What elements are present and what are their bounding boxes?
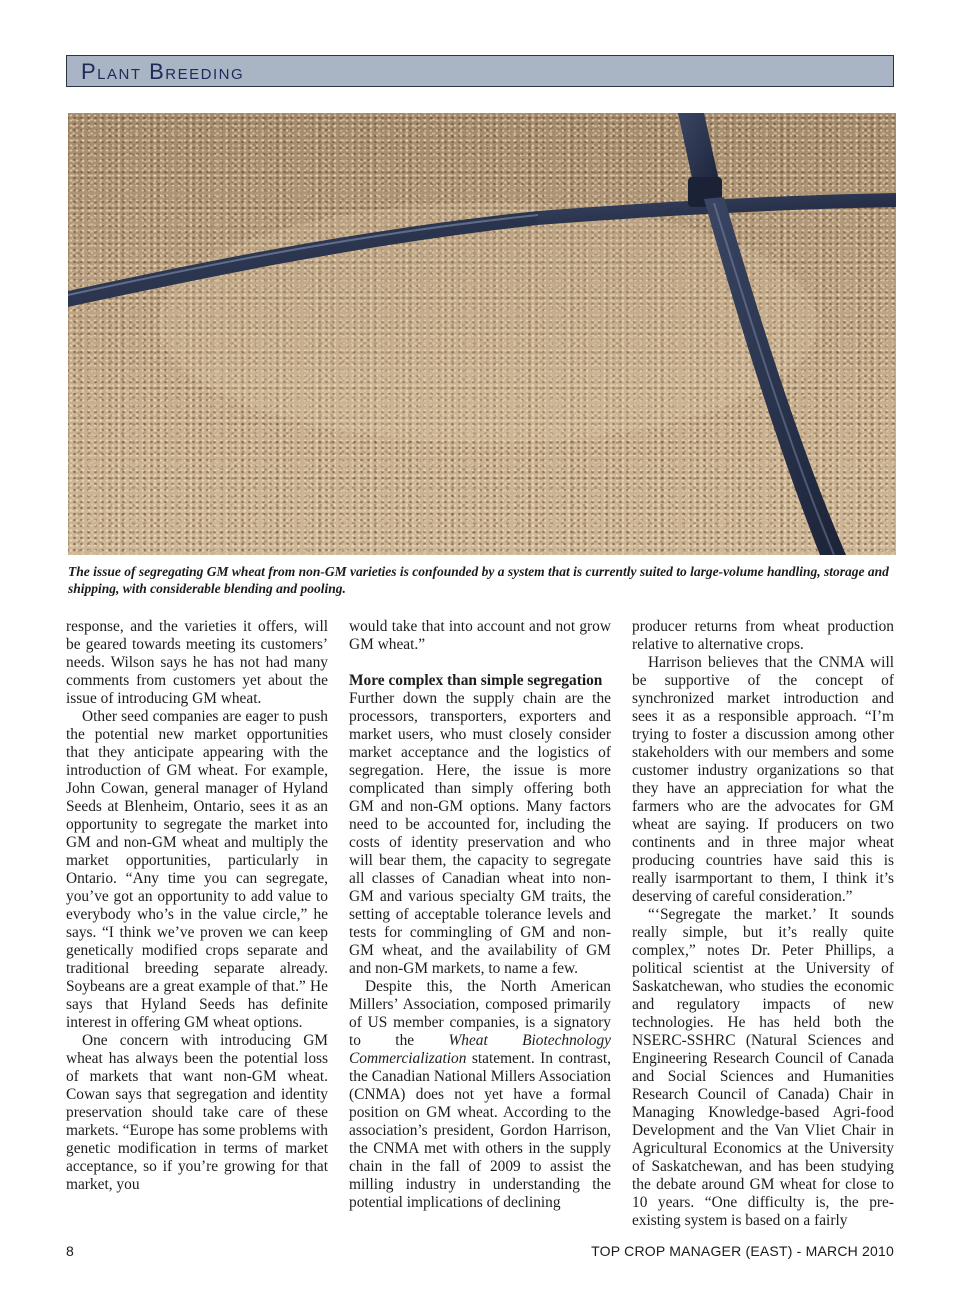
paragraph: “‘Segregate the market.’ It sounds really simple, but it’s really quite complex,” notes Dr. Peter Phillips, a political scientist at the University of Saskatchewan, who studies the economic and regulatory impacts of new technologies. He has held both the NSERC-SSHRC (Natural Sciences and Engineering Research Council of Canada and Social Sciences and Humanities Research Council of Canada) Chair in Managing Knowledge-based Agri-food Development and the Van Vliet Chair in Agricultural Economics at the University of Saskatchewan, and has been studying the debate around GM wheat for close to 10 years. “One difficulty is, the pre-existing system is based on a fairly	[632, 906, 894, 1229]
paragraph: would take that into account and not grow GM wheat.”	[349, 618, 611, 653]
paragraph: One concern with introducing GM wheat has always been the potential loss of markets that want non-GM wheat. Cowan says that segregation and identity preservation should take care of these markets. “Europe has some problems with genetic modification in terms of market acceptance, so if you’re growing for that market, you	[66, 1032, 328, 1193]
page-number: 8	[66, 1243, 74, 1259]
paragraph: Other seed companies are eager to push the potential new market opportunities that they anticipate appearing with the introduction of GM wheat. For example, John Cowan, general manager of Hyland Seeds at Blenheim, Ontario, sees it as an opportunity to segregate the market into GM and non-GM wheat and multiply the market opportunities, particularly in Ontario. “Any time you can segregate, you’ve got an opportunity to add value to everybody who’s in the value circle,” he says. “I think we’ve proven we can keep genetically modified crops separate and traditional breeding separate already. Soybeans are a great example of that.” He says that Hyland Seeds has definite interest in offering GM wheat options.	[66, 708, 328, 1031]
paragraph	[349, 978, 611, 1212]
irrigation-pipes-graphic	[68, 113, 896, 555]
photo-caption: The issue of segregating GM wheat from non-GM varieties is confounded by a system that is currently suited to large-volume handling, storage and shipping, with considerable blending and pooling.	[68, 564, 889, 596]
article-column-2	[349, 618, 611, 1212]
subheading: More complex than simple segregation	[349, 672, 603, 689]
section-title: Plant Breeding	[81, 59, 245, 84]
article-column-3	[632, 618, 894, 1230]
statement-title: Wheat Biotechnology Commercialization	[349, 1032, 611, 1067]
paragraph: producer returns from wheat production relative to alternative crops.	[632, 618, 894, 653]
paragraph: response, and the varieties it offers, will be geared towards meeting its customers’ needs. Wilson says he has not had many comments from customers yet about the issue of introducing GM wheat.	[66, 618, 328, 707]
paragraph-text: Further down the supply chain are the processors, transporters, exporters and market users, who must closely consider market acceptance and the logistics of segregation. Here, the issue is more complicated than simply offering both GM and non-GM options. Many factors need to be accounted for, including the costs of identity preservation and who will bear them, the capacity to segregate all classes of Canadian wheat into non-GM and various specialty GM traits, the setting of acceptable tolerance levels and tests for commingling of GM and non-GM wheat, and the availability of GM and non-GM markets, to name a few.	[349, 690, 611, 977]
subsection	[349, 672, 611, 978]
wheat-pile-photo	[68, 113, 896, 555]
publication-footer: TOP CROP MANAGER (EAST) - MARCH 2010	[591, 1243, 894, 1259]
paragraph-text: statement. In contrast, the Canadian National Millers Association (CNMA) does not yet have a formal position on GM wheat. According to the association’s president, Gordon Harrison, the CNMA met with others in the supply chain in the fall of 2009 to assist the milling industry in understanding the potential implications of declining	[349, 1050, 611, 1211]
paragraph-text: Despite this, the North American Millers’ Association, composed primarily of US member companies, is a signatory to the	[349, 978, 611, 1049]
article-column-1	[66, 618, 328, 1194]
section-header	[66, 55, 894, 87]
paragraph: Harrison believes that the CNMA will be supportive of the concept of synchronized market introduction and sees it as a responsible approach. “I’m trying to foster a discussion among other stakeholders with our members and some customer industry organizations so that they have an appreciation for what the farmers who are the advocates for GM wheat are saying. If producers on two continents and in three major wheat producing countries have said this is really isarmportant to them, I think it’s deserving of careful consideration.”	[632, 654, 894, 905]
